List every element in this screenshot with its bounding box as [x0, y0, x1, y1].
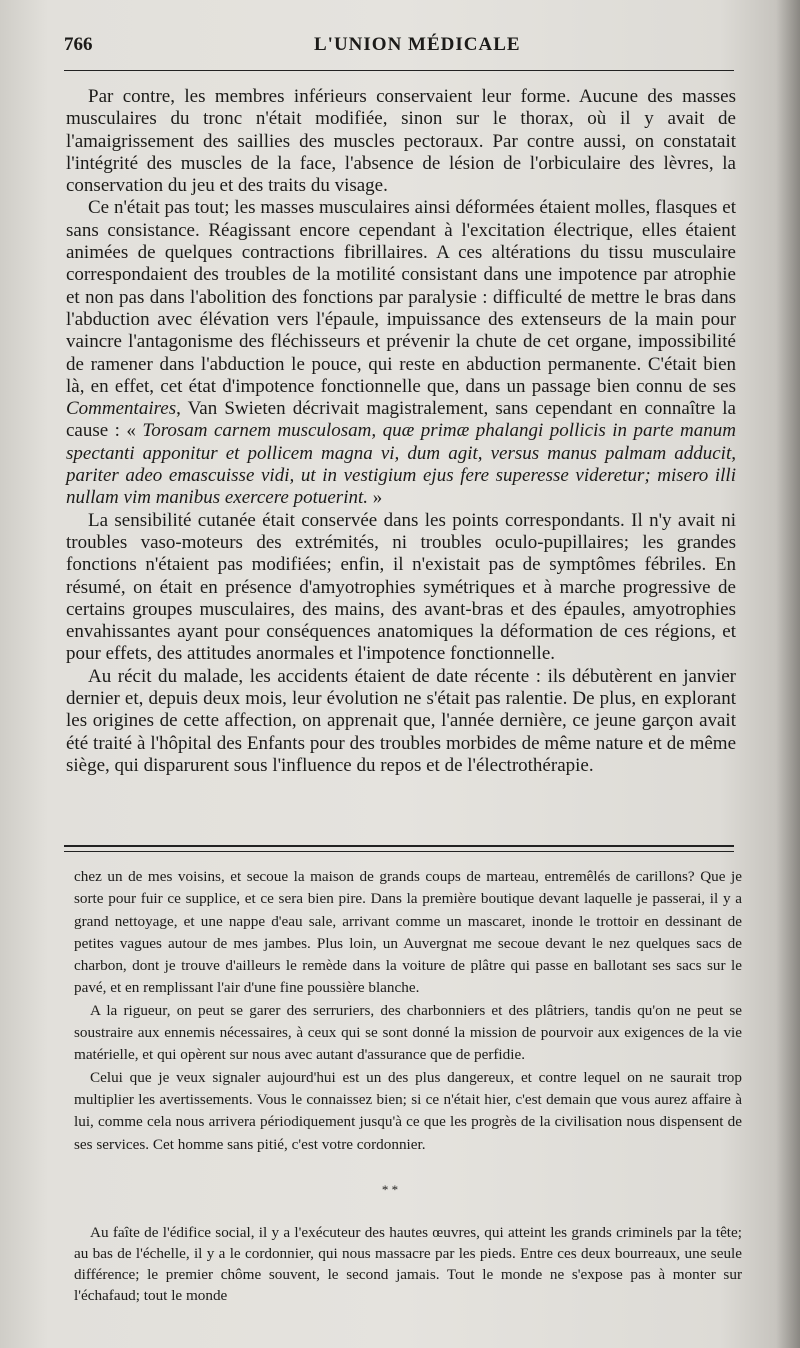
- feuilleton-section-2: [74, 1222, 742, 1306]
- running-title: L'UNION MÉDICALE: [314, 34, 521, 55]
- commentaires-title: Commentaires: [66, 398, 177, 420]
- feuilleton-paragraph-4: Au faîte de l'édifice social, il y a l'exécuteur des hautes œuvres, qui atteint les grands criminels par la tête; au bas de l'échelle, il y a le cordonnier, qui nous massacre par les pieds. Entre ces deux bourreaux, une seule différence; le premier chôme souvent, le second jamais. Tout le monde ne s'expose pas à monter sur l'échafaud; tout le monde: [74, 1224, 742, 1304]
- header-rule: [64, 70, 734, 71]
- page-gutter-shadow: [776, 0, 800, 1348]
- main-article: [66, 86, 736, 777]
- main-paragraph-4: Au récit du malade, les accidents étaient de date récente : ils débutèrent en janvier dernier et, depuis deux mois, leur évolution ne s'était pas ralentie. De plus, en explorant les origines de cette affection, on apprenait que, l'année dernière, ce jeune garçon avait été traité à l'hôpital des Enfants pour des troubles morbides de même nature et de même siège, qui disparurent sous l'influence du repos et de l'électrothérapie.: [66, 665, 736, 776]
- main-paragraph-2: [66, 197, 736, 509]
- main-paragraph-2-text-a: Ce n'était pas tout; les masses musculaires ainsi déformées étaient molles, flasques et sans consistance. Réagissant encore cependant à l'excitation électrique, elles étaient animées de quelques contractions fibrillaires. A ces altérations du tissu musculaire correspondaient des troubles de la motilité consistant dans une impotence par atrophie et non pas dans l'abolition des fonctions par paralysie : difficulté de mettre le bras dans l'abduction avec élévation vers l'épaule, impuissance des extenseurs de la main pour vaincre l'antagonisme des fléchisseurs et prévenir la chute de cet organe, impossibilité de ramener dans l'abduction le pouce, qui reste en abduction permanente. C'était bien là, en effet, cet état d'impotence fonctionnelle que, dans un passage bien connu de ses: [66, 197, 736, 397]
- main-paragraph-2-text-b: , Van Swieten décrivait magistralement, sans cependant en connaître la cause : «: [66, 398, 736, 442]
- section-separator-asterisks: * *: [381, 1182, 399, 1197]
- feuilleton-section: [74, 866, 742, 1156]
- latin-quotation: Torosam carnem musculosam, quæ primæ phalangi pollicis in parte manum spectanti apponitur et pollicem magna vi, dum agit, versus manus palmam adducit, pariter adeo emascuisse vidi, ut in vestigium ejus fere superesse videretur; misero illi nullam vim manibus exercere potuerint.: [66, 420, 736, 509]
- running-header: [64, 34, 734, 64]
- main-paragraph-2-text-c: »: [368, 487, 383, 509]
- feuilleton-paragraph-2: A la rigueur, on peut se garer des serruriers, des charbonniers et des plâtriers, tandis qu'on ne peut se soustraire aux ennemis nécessaires, à ceux qui se sont donné la mission de pourvoir aux exigences de la vie matérielle, et qui opèrent sur nous avec autant d'assurance que de perfidie.: [74, 1001, 742, 1064]
- main-paragraph-1: Par contre, les membres inférieurs conservaient leur forme. Aucune des masses musculaires du tronc n'était modifiée, sinon sur le thorax, où il y avait de l'amaigrissement des saillies des muscles pectoraux. Par contre aussi, on constatait l'intégrité des muscles de la face, l'absence de lésion de l'orbiculaire des lèvres, la conservation du jeu et des traits du visage.: [66, 86, 736, 197]
- feuilleton-paragraph-3: Celui que je veux signaler aujourd'hui est un des plus dangereux, et contre lequel on ne saurait trop multiplier les avertissements. Vous le connaissez bien; si ce n'était hier, c'est demain que vous aurez affaire à lui, comme cela nous arrivera périodiquement jusqu'à ce que les progrès de la civilisation nous dispensent de ses services. Cet homme sans pitié, c'est votre cordonnier.: [74, 1068, 742, 1153]
- page-number: 766: [64, 34, 93, 55]
- feuilleton-divider: [64, 845, 734, 852]
- feuilleton-paragraph-1: chez un de mes voisins, et secoue la maison de grands coups de marteau, entremêlés de carillons? Que je sorte pour fuir ce supplice, et ce sera bien pire. Dans la première boutique devant laquelle je passerai, il y a grand nettoyage, et une nappe d'eau sale, arrivant comme un mascaret, inonde le trottoir en dessinant de petites vagues autour de mes jambes. Plus loin, un Auvergnat me secoue devant le nez quelques sacs de charbon, dont je trouve d'ailleurs le remède dans la voiture de plâtre qui passe en ballotant ses sacs sur le pavé, et en remplissant l'air d'une fine poussière blanche.: [74, 868, 742, 997]
- main-paragraph-3: La sensibilité cutanée était conservée dans les points correspondants. Il n'y avait ni troubles vaso-moteurs des extrémités, ni troubles oculo-pupillaires; les grandes fonctions n'étaient pas modifiées; enfin, il n'existait pas de symptômes fébriles. En résumé, on était en présence d'amyotrophies symétriques et à marche progressive de certains groupes musculaires, des mains, des avant-bras et des épaules, amyotrophies envahissantes ayant pour conséquences anatomiques la déformation de ces régions, et pour effets, des attitudes anormales et l'impotence fonctionnelle.: [66, 509, 736, 665]
